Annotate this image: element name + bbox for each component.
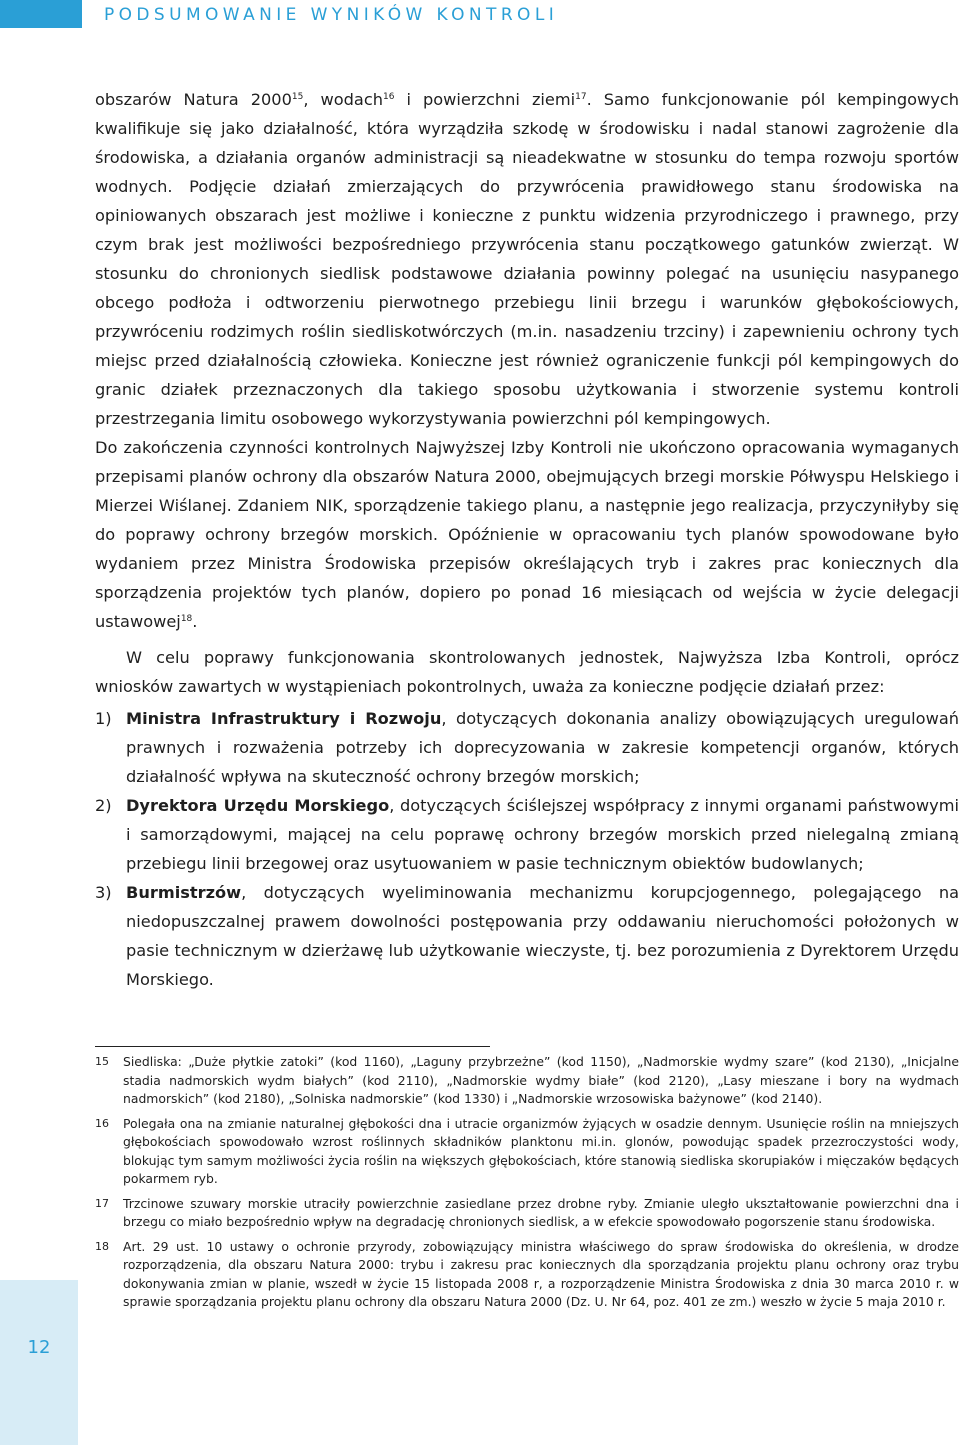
paragraph-3: W celu poprawy funkcjonowania skontrolowanych jednostek, Najwyższa Izba Kontroli, oprócz wniosków zawartych w wystąpieniach pokontrolnych, uważa za konieczne podjęcie działań przez: (95, 648, 959, 696)
footnotes (95, 1053, 959, 1318)
footnote-text: Art. 29 ust. 10 ustawy o ochronie przyrody, zobowiązujący ministra właściwego do spraw środowiska do określenia, w drodze rozporządzenia, dla obszaru Natura 2000: trybu i zakresu prac koniecznych dla sporządzania projektu planu ochrony oraz trybu dokonywania zmian w planie, wszedł w życie 15 listopada 2008 r, a rozporządzenie Ministra Środowiska z dnia 30 marca 2010 r. w sprawie sporządzania projektu planu ochrony dla obszaru Natura 2000 (Dz. U. Nr 64, poz. 401 ze zm.) weszło w życie 5 maja 2010 r. (123, 1238, 959, 1309)
list-item (95, 704, 959, 791)
list-item-number: 1) (95, 709, 112, 728)
list-item-addressee: Burmistrzów (126, 883, 242, 902)
footnote-text: Siedliska: „Duże płytkie zatoki” (kod 1160), „Laguny przybrzeżne” (kod 1150), „Nadmorskie wydmy szare” (kod 2130), „Inicjalne stadia nadmorskich wydm białych” (kod 2110), „Nadmorskie wydmy białe” (kod 2120), „Lasy mieszane i bory na wydmach nadmorskich” (kod 2180), „Solniska nadmorskie” (kod 1330) i „Nadmorskie wrzosowiska bażynowe” (kod 2140). (123, 1054, 959, 1106)
list-item-text: , dotyczących ściślejszej współpracy z innymi organami państwowymi i samorządowymi, mającej na celu poprawę ochrony brzegów morskich przed nielegalną zmianą przebiegu linii brzegowej oraz usytuowaniem w pasie technicznym obiektów budowlanych; (126, 796, 959, 873)
footnote-ref-17[interactable]: 17 (575, 92, 587, 102)
list-item-text: , dotyczących wyeliminowania mechanizmu korupcjogennego, polegającego na niedopuszczalnej prawem dowolności postępowania przy oddawaniu nieruchomości położonych w pasie technicznym w dzierżawę lub użytkowanie wieczyste, tj. bez porozumienia z Dyrektorem Urzędu Morskiego. (126, 883, 959, 989)
footnote-number: 16 (95, 1116, 109, 1130)
footnote (95, 1195, 959, 1232)
footnote (95, 1053, 959, 1109)
body-text (95, 85, 959, 994)
footnote-text: Polegała ona na zmianie naturalnej głębokości dna i utracie organizmów żyjących w osadzie dennym. Usunięcie roślin na mniejszych głębokościach spowodowało wzrost roślinnych składników planktonu mi.in. glonów, powodując spadek przezroczystości wody, blokując tym samym możliwości życia roślin na większych głębokościach, które stanowią siedliska skorupiaków i mięczaków będących pokarmem ryb. (123, 1115, 959, 1186)
list-item-number: 3) (95, 883, 112, 902)
footnote (95, 1115, 959, 1189)
footnote-ref-16[interactable]: 16 (383, 92, 395, 102)
list-item-addressee: Dyrektora Urzędu Morskiego (126, 796, 390, 815)
page-number-bar (0, 1280, 78, 1445)
footnote-number: 17 (95, 1196, 109, 1210)
header-accent-block (0, 0, 82, 28)
page-number: 12 (27, 1337, 51, 1358)
footnote-text: Trzcinowe szuwary morskie utraciły powierzchnie zasiedlane przez drobne ryby. Zmianie uległo ukształtowanie powierzchni dna i brzegu co miało bezpośrednio wpływ na degradację chronionych siedlisk, a w efekcie spowodowało pogorszenie stanu środowiska. (123, 1195, 959, 1229)
footnote-number: 15 (95, 1055, 109, 1068)
list-item-number: 2) (95, 796, 112, 815)
recommendation-list (95, 704, 959, 994)
footnote-number: 18 (95, 1239, 109, 1253)
paragraph-1: obszarów Natura 2000$^{15}$, wodach$^{16}$ i powierzchni ziemi$^{17}$. Samo funkcjonowanie pól kempingowych kwalifikuje się jako działalność, która wyrządziła szkodę w środowisku i nadal stanowi zagrożenie dla środowiska, a działania organów administracji są nieadekwatne w stosunku do tempa rozwoju sportów wodnych. Podjęcie działań zmierzających do przywrócenia prawidłowego stanu środowiska na opiniowanych obszarach jest możliwe i konieczne z punktu widzenia przyrodniczego i prawnego, przy czym brak jest możliwości bezpośredniego przywrócenia stanu początkowego gatunków zwierząt. W stosunku do chronionych siedlisk podstawowe działania powinny polegać na usunięciu nasypanego obcego podłoża i odtworzeniu pierwotnego przebiegu linii brzegu i warunków głębokościowych, przywróceniu rodzimych roślin siedliskotwórczych (m.in. nasadzeniu trzciny) i zapewnieniu ochrony tych miejsc przed działalnością człowieka. Konieczne jest również ograniczenie funkcji pól kempingowych do granic działek przeznaczonych dla takiego sposobu użytkowania i stworzenie systemu kontroli przestrzegania limitu osobowego wykorzystywania powierzchni pól kempingowych. (95, 90, 959, 428)
footnote-divider (95, 1046, 490, 1047)
paragraph-2: Do zakończenia czynności kontrolnych Najwyższej Izby Kontroli nie ukończono opracowania wymaganych przepisami planów ochrony dla obszarów Natura 2000, obejmujących brzegi morskie Półwyspu Helskiego i Mierzei Wiślanej. Zdaniem NIK, sporządzenie takiego planu, a następnie jego realizacja, przyczyniłyby się do poprawy ochrony brzegów morskich. Opóźnienie w opracowaniu tych planów spowodowane było wydaniem przez Ministra Środowiska przepisów określających tryb i zakres prac koniecznych dla sporządzenia projektów tych planów, dopiero po ponad 16 miesiącach od wejścia w życie delegacji ustawowej$^{18}$. (95, 438, 959, 631)
footnote (95, 1238, 959, 1312)
section-title: PODSUMOWANIE WYNIKÓW KONTROLI (104, 5, 559, 25)
footnote-ref-15[interactable]: 15 (291, 92, 304, 102)
list-item-text: , dotyczących dokonania analizy obowiązujących uregulowań prawnych i rozważenia potrzeby ich doprecyzowania w zakresie kompetencji organów, których działalność wpływa na skuteczność ochrony brzegów morskich; (126, 709, 959, 786)
list-item (95, 878, 959, 994)
list-item (95, 791, 959, 878)
list-item-addressee: Ministra Infrastruktury i Rozwoju (126, 709, 442, 728)
footnote-ref-18[interactable]: 18 (180, 614, 193, 624)
